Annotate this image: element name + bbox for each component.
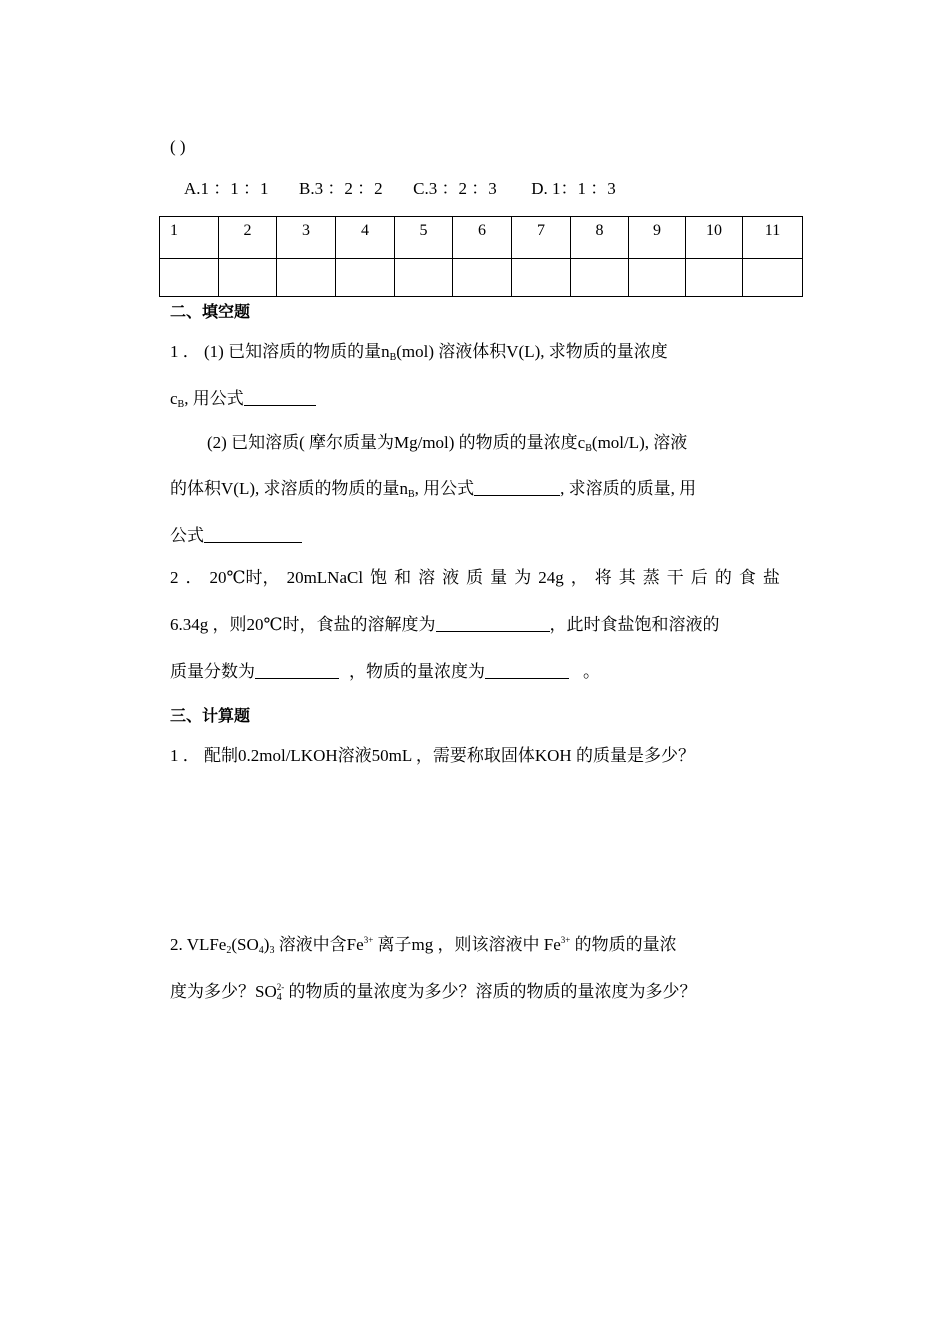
s2-q1-text: 的体积V(L), 求溶质的物质的量n bbox=[170, 479, 408, 498]
s2-q2-text: 2 bbox=[170, 568, 179, 587]
s2-q1-text: , 用公式 bbox=[184, 389, 244, 408]
subscript: 4 bbox=[258, 945, 264, 956]
s2-q2-text: 质 bbox=[466, 568, 484, 587]
s2-q2-text: 。 bbox=[583, 662, 600, 681]
s2-q1-line2 bbox=[170, 388, 316, 416]
subscript: B bbox=[585, 443, 592, 454]
answer-blank[interactable] bbox=[244, 389, 316, 406]
s3-q2-line1 bbox=[170, 929, 677, 962]
answer-cell[interactable] bbox=[686, 259, 743, 297]
option-b: B.3 ：2 ：2 bbox=[299, 179, 383, 198]
table-cell: 4 bbox=[336, 217, 395, 259]
table-cell: 7 bbox=[512, 217, 571, 259]
table-cell: 9 bbox=[629, 217, 686, 259]
option-d: D. 1：1 ：3 bbox=[531, 179, 616, 198]
table-cell: 8 bbox=[571, 217, 629, 259]
answer-blank[interactable] bbox=[474, 479, 560, 496]
answer-blank[interactable] bbox=[204, 526, 302, 543]
s2-q1-text: 1 ． (1) 已知溶质的物质的量n bbox=[170, 342, 390, 361]
s3-q2-text: 的物质的量浓 bbox=[570, 935, 677, 954]
s2-q2-text: 和 bbox=[394, 568, 412, 587]
answer-cell[interactable] bbox=[160, 259, 219, 297]
s2-q1-part2-line3 bbox=[170, 525, 302, 547]
subscript: 2 bbox=[226, 945, 232, 956]
answer-cell[interactable] bbox=[219, 259, 277, 297]
s2-q2-text: 溶 bbox=[418, 568, 436, 587]
s2-q2-line2 bbox=[170, 614, 720, 636]
answer-cell[interactable] bbox=[629, 259, 686, 297]
s3-q2-text: 2. VLFe bbox=[170, 935, 227, 954]
s2-q2-text: 蒸 bbox=[642, 568, 660, 587]
s2-q2-text: 其 bbox=[618, 568, 636, 587]
subscript: B bbox=[389, 352, 397, 363]
subscript: B bbox=[407, 489, 415, 500]
answer-cell[interactable] bbox=[743, 259, 803, 297]
s2-q2-text: 饱 bbox=[370, 568, 388, 587]
s3-q2-text: 溶液中含Fe bbox=[274, 935, 364, 954]
s3-q2-text: (SO bbox=[231, 935, 259, 954]
table-cell: 2 bbox=[219, 217, 277, 259]
s3-q2-line2 bbox=[170, 976, 696, 1009]
s2-q2-text: 20℃时， bbox=[209, 568, 280, 587]
table-cell: 10 bbox=[686, 217, 743, 259]
s3-q2-text: ) bbox=[263, 935, 270, 954]
answer-cell[interactable] bbox=[277, 259, 336, 297]
option-c: C.3 ：2 ：3 bbox=[413, 179, 497, 198]
s2-q2-text: 盐 bbox=[762, 568, 780, 587]
option-a: A.1 ：1 ：1 bbox=[184, 179, 269, 198]
options-row bbox=[184, 178, 616, 200]
s2-q2-text: ． bbox=[185, 568, 203, 587]
top-answer-paren: ( ) bbox=[170, 137, 186, 156]
s3-q1: 1 ． 配制0.2mol/LKOH溶液50mL ，需要称取固体KOH 的质量是多少？ bbox=[170, 746, 695, 765]
answer-table bbox=[159, 216, 803, 297]
subscript: 3 bbox=[269, 945, 275, 956]
table-cell: 6 bbox=[453, 217, 512, 259]
table-cell: 3 bbox=[277, 217, 336, 259]
s2-q2-text: 质量分数为 bbox=[170, 662, 255, 681]
answer-blank[interactable] bbox=[255, 662, 339, 679]
s2-q1-line1 bbox=[170, 341, 668, 369]
s2-q1-text: (2) 已知溶质( 摩尔质量为Mg/mol) 的物质的量浓度c bbox=[207, 433, 586, 452]
s3-q2-text: 度为多少？SO bbox=[170, 982, 277, 1001]
answer-table-blank-row bbox=[160, 259, 803, 297]
s2-q2-text: 20mLNaCl bbox=[286, 568, 364, 587]
s2-q1-text: c bbox=[170, 389, 178, 408]
s2-q2-text: ，此时食盐饱和溶液的 bbox=[549, 615, 720, 634]
answer-cell[interactable] bbox=[453, 259, 512, 297]
table-cell: 1 bbox=[160, 217, 219, 259]
answer-cell[interactable] bbox=[336, 259, 395, 297]
s3-q2-text: 离子mg ，则该溶液中 Fe bbox=[373, 935, 561, 954]
s2-q2-text: 为 bbox=[514, 568, 532, 587]
table-cell: 5 bbox=[395, 217, 453, 259]
table-cell: 11 bbox=[743, 217, 803, 259]
superscript: 2- bbox=[276, 982, 285, 992]
s2-q1-text: (mol) 溶液体积V(L), 求物质的量浓度 bbox=[396, 342, 668, 361]
s2-q1-text: 公式 bbox=[170, 526, 204, 545]
s2-q2-text: ，物质的量浓度为 bbox=[349, 662, 485, 681]
answer-cell[interactable] bbox=[395, 259, 453, 297]
s2-q1-part2-line1 bbox=[207, 432, 687, 460]
s2-q2-line3 bbox=[170, 661, 600, 683]
s2-q2-text: 的 bbox=[714, 568, 732, 587]
s3-q2-text: 的物质的量浓度为多少？溶质的物质的量浓度为多少？ bbox=[284, 982, 697, 1001]
s2-q1-text: , 用公式 bbox=[414, 479, 475, 498]
s2-q1-text: (mol/L), 溶液 bbox=[591, 433, 688, 452]
superscript: 3+ bbox=[363, 935, 374, 945]
section-title-fill-in: 二、填空题 bbox=[170, 302, 251, 321]
s2-q2-text: 干 bbox=[666, 568, 684, 587]
s2-q1-text: , 求溶质的质量, 用 bbox=[560, 479, 697, 498]
s2-q2-text: 24g bbox=[538, 568, 564, 587]
answer-cell[interactable] bbox=[571, 259, 629, 297]
answer-cell[interactable] bbox=[512, 259, 571, 297]
s2-q2-text: ， bbox=[570, 568, 588, 587]
answer-blank[interactable] bbox=[436, 615, 550, 632]
subscript: B bbox=[177, 399, 185, 410]
s2-q1-part2-line2 bbox=[170, 478, 696, 506]
subscript: 4 bbox=[276, 992, 282, 1003]
answer-table-header-row bbox=[160, 217, 803, 259]
s2-q2-text: 量 bbox=[490, 568, 508, 587]
section-title-calculation: 三、计算题 bbox=[170, 706, 251, 725]
s2-q2-text: 将 bbox=[594, 568, 612, 587]
s2-q2-text: 食 bbox=[738, 568, 756, 587]
s2-q2-text: 后 bbox=[690, 568, 708, 587]
s2-q2-text: 6.34g ，则20℃时，食盐的溶解度为 bbox=[170, 615, 436, 634]
s2-q2-text: 液 bbox=[442, 568, 460, 587]
superscript: 3+ bbox=[560, 935, 571, 945]
s2-q2-line1 bbox=[170, 567, 780, 589]
answer-blank[interactable] bbox=[485, 662, 569, 679]
